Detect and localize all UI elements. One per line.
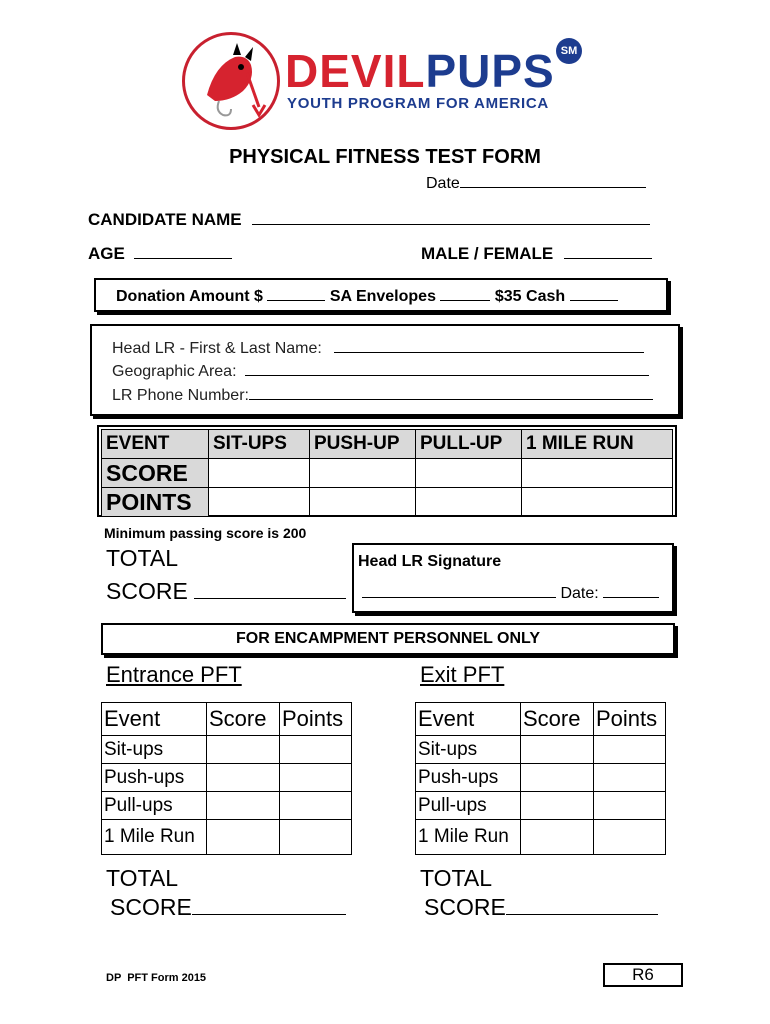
situps-points-cell[interactable] <box>209 488 310 517</box>
entrance-total-line1: TOTAL <box>106 865 178 891</box>
entrance-event-header: Event <box>102 703 207 736</box>
pft-score-table <box>101 429 673 517</box>
entrance-pft-table <box>101 702 352 855</box>
entrance-pullups-points[interactable] <box>280 792 352 820</box>
entrance-event-pullups: Pull-ups <box>102 792 207 820</box>
situps-score-cell[interactable] <box>209 459 310 488</box>
head-lr-name-line[interactable] <box>334 352 644 353</box>
entrance-points-header: Points <box>280 703 352 736</box>
lr-phone-line[interactable] <box>249 399 653 400</box>
score-row-label: SCORE <box>102 459 209 488</box>
exit-event-mile-run: 1 Mile Run <box>416 820 521 855</box>
exit-event-header: Event <box>416 703 521 736</box>
exit-total-field[interactable] <box>424 894 658 921</box>
total-label-line2: SCORE <box>106 578 188 604</box>
geographic-area-label: Geographic Area: <box>112 363 237 380</box>
donation-box <box>94 278 668 312</box>
signature-date-line[interactable] <box>603 597 659 598</box>
brand-wordmark <box>285 45 555 97</box>
entrance-pushups-score[interactable] <box>207 764 280 792</box>
pullup-header: PULL-UP <box>416 430 522 459</box>
entrance-situps-points[interactable] <box>280 736 352 764</box>
sa-envelopes-label: SA Envelopes <box>329 288 436 305</box>
devil-mascot-icon <box>185 35 277 127</box>
candidate-name-line[interactable] <box>252 224 650 225</box>
pushup-header: PUSH-UP <box>310 430 416 459</box>
mile-run-points-cell[interactable] <box>522 488 673 517</box>
situps-header: SIT-UPS <box>209 430 310 459</box>
head-lr-name-field[interactable] <box>112 340 644 358</box>
cash-line[interactable] <box>570 300 618 301</box>
exit-mile-run-points[interactable] <box>594 820 666 855</box>
exit-pullups-points[interactable] <box>594 792 666 820</box>
brand-pups: PUPS <box>425 45 555 97</box>
exit-pushups-score[interactable] <box>521 764 594 792</box>
form-title: PHYSICAL FITNESS TEST FORM <box>229 146 541 168</box>
signature-row[interactable] <box>362 585 659 603</box>
head-lr-box <box>90 324 680 416</box>
entrance-event-mile-run: 1 Mile Run <box>102 820 207 855</box>
entrance-total-line2: SCORE <box>110 894 192 920</box>
pushup-score-cell[interactable] <box>310 459 416 488</box>
total-label-line1: TOTAL <box>106 545 178 571</box>
head-lr-name-label: Head LR - First & Last Name: <box>112 340 322 357</box>
entrance-pullups-score[interactable] <box>207 792 280 820</box>
lr-phone-field[interactable] <box>112 387 653 405</box>
date-label: Date <box>426 175 460 192</box>
donation-row <box>116 288 618 306</box>
sa-envelopes-line[interactable] <box>440 300 490 301</box>
min-score-note: Minimum passing score is 200 <box>104 525 307 541</box>
service-mark-badge: SM <box>556 38 582 64</box>
exit-situps-points[interactable] <box>594 736 666 764</box>
entrance-score-header: Score <box>207 703 280 736</box>
exit-pushups-points[interactable] <box>594 764 666 792</box>
encampment-banner: FOR ENCAMPMENT PERSONNEL ONLY <box>101 623 675 655</box>
revision-box: R6 <box>603 963 683 987</box>
exit-pullups-score[interactable] <box>521 792 594 820</box>
donation-amount-label: Donation Amount $ <box>116 288 263 305</box>
geographic-area-line[interactable] <box>245 375 649 376</box>
entrance-situps-score[interactable] <box>207 736 280 764</box>
brand-devil: DEVIL <box>285 45 426 97</box>
entrance-mile-run-score[interactable] <box>207 820 280 855</box>
mile-run-header: 1 MILE RUN <box>522 430 673 459</box>
total-score-line[interactable] <box>194 598 346 599</box>
age-line[interactable] <box>134 258 232 259</box>
devil-pups-emblem <box>182 32 280 130</box>
entrance-pft-title: Entrance PFT <box>106 662 242 687</box>
date-line[interactable] <box>460 187 646 188</box>
signature-box <box>352 543 674 613</box>
gender-line[interactable] <box>564 258 652 259</box>
geographic-area-field[interactable] <box>112 363 649 381</box>
exit-total-line2: SCORE <box>424 894 506 920</box>
age-label: AGE <box>88 244 125 263</box>
pullup-score-cell[interactable] <box>416 459 522 488</box>
exit-event-pushups: Push-ups <box>416 764 521 792</box>
exit-total-line[interactable] <box>506 914 658 915</box>
date-field[interactable] <box>426 175 646 193</box>
form-id: DP PFT Form 2015 <box>106 972 207 984</box>
candidate-name-label: CANDIDATE NAME <box>88 210 242 229</box>
mile-run-score-cell[interactable] <box>522 459 673 488</box>
exit-event-pullups: Pull-ups <box>416 792 521 820</box>
entrance-event-situps: Sit-ups <box>102 736 207 764</box>
points-row-label: POINTS <box>102 488 209 517</box>
event-header: EVENT <box>102 430 209 459</box>
entrance-pushups-points[interactable] <box>280 764 352 792</box>
entrance-mile-run-points[interactable] <box>280 820 352 855</box>
donation-amount-line[interactable] <box>267 300 325 301</box>
lr-phone-label: LR Phone Number: <box>112 387 249 404</box>
exit-mile-run-score[interactable] <box>521 820 594 855</box>
age-field[interactable] <box>88 244 232 264</box>
brand-tagline: YOUTH PROGRAM FOR AMERICA <box>287 95 549 112</box>
gender-label: MALE / FEMALE <box>421 244 554 263</box>
pullup-points-cell[interactable] <box>416 488 522 517</box>
exit-score-header: Score <box>521 703 594 736</box>
gender-field[interactable] <box>421 244 652 264</box>
entrance-event-pushups: Push-ups <box>102 764 207 792</box>
signature-date-label: Date: <box>560 585 599 602</box>
pft-table-frame <box>97 425 677 517</box>
exit-event-situps: Sit-ups <box>416 736 521 764</box>
pushup-points-cell[interactable] <box>310 488 416 517</box>
exit-total-line1: TOTAL <box>420 865 492 891</box>
entrance-total-field[interactable] <box>110 894 346 921</box>
signature-label: Head LR Signature <box>358 553 502 570</box>
cash-label: $35 Cash <box>494 288 566 305</box>
exit-pft-title: Exit PFT <box>420 662 505 687</box>
exit-points-header: Points <box>594 703 666 736</box>
signature-line[interactable] <box>362 597 556 598</box>
total-score-field[interactable] <box>106 578 346 605</box>
entrance-total-line[interactable] <box>192 914 346 915</box>
candidate-name-field[interactable] <box>88 210 650 230</box>
exit-pft-table <box>415 702 666 855</box>
exit-situps-score[interactable] <box>521 736 594 764</box>
